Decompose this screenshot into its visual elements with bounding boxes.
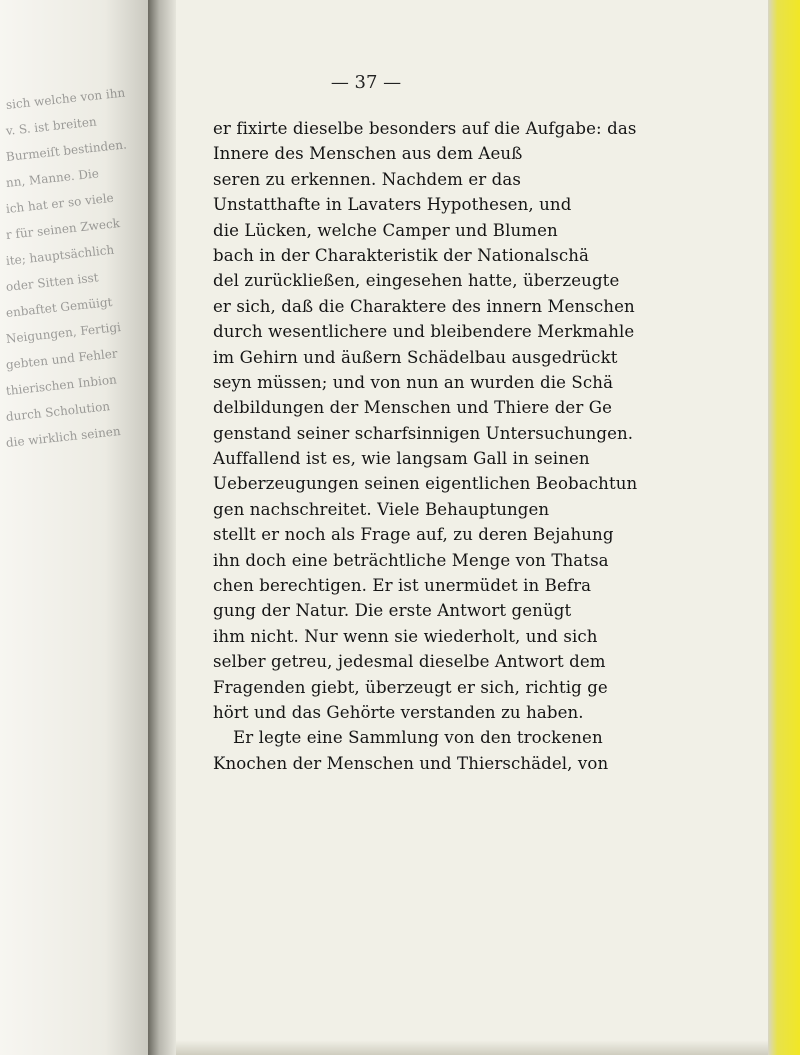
text-line: seyn müssen; und von nun an wurden die Schä: [213, 372, 614, 392]
facing-page-line: ite; hauptsächlich: [5, 242, 115, 268]
facing-page-line: Burmeiſt bestinden.: [5, 137, 128, 164]
facing-page-line: oder Sitten isst: [5, 270, 100, 294]
text-line: durch wesentlichere und bleibendere Merkmahle: [213, 322, 635, 342]
facing-page: [0, 0, 150, 1055]
text-line: selber getreu, jedesmal dieselbe Antwort dem: [213, 652, 606, 672]
text-line: del zurückließen, eingesehen hatte, überzeugte: [213, 271, 620, 291]
facing-page-line: v. S. ist breiten: [5, 114, 98, 138]
facing-page-line: ich hat er so viele: [5, 190, 115, 216]
facing-page-line: gebten und Fehler: [5, 346, 119, 372]
page-number: — 37 —: [330, 72, 402, 93]
text-line: Er legte eine Sammlung von den trockenen: [233, 728, 603, 748]
facing-page-line: durch Scholution: [5, 399, 111, 424]
text-line: ihm nicht. Nur wenn sie wiederholt, und sich: [213, 626, 598, 646]
body-text: [213, 116, 758, 776]
facing-page-line: r für seinen Zweck: [5, 216, 121, 242]
text-line: stellt er noch als Frage auf, zu deren Bejahung: [213, 525, 614, 545]
text-line: die Lücken, welche Camper und Blumen: [213, 220, 558, 240]
text-line: delbildungen der Menschen und Thiere der Ge: [213, 398, 613, 418]
page-edge: [768, 0, 800, 1055]
text-line: gung der Natur. Die erste Antwort genügt: [213, 601, 572, 621]
text-line: chen berechtigen. Er ist unermüdet in Befra: [213, 576, 592, 596]
text-line: bach in der Charakteristik der Nationalschä: [213, 245, 589, 265]
facing-page-line: die wirklich seinen: [5, 424, 122, 450]
text-line: Ueberzeugungen seinen eigentlichen Beobachtun: [213, 474, 638, 494]
text-line: Fragenden giebt, überzeugt er sich, richtig ge: [213, 677, 608, 697]
text-line: im Gehirn und äußern Schädelbau ausgedrückt: [213, 347, 618, 367]
text-line: genstand seiner scharfsinnigen Untersuchungen.: [213, 423, 634, 443]
text-line: ihn doch eine beträchtliche Menge von Thatsa: [213, 550, 609, 570]
text-line: Auffallend ist es, wie langsam Gall in seinen: [213, 449, 590, 469]
text-line: gen nachschreitet. Viele Behauptungen: [213, 499, 550, 519]
book-gutter: [148, 0, 176, 1055]
text-line: Unstatthafte in Lavaters Hypothesen, und: [213, 195, 572, 215]
page-bottom-edge: [176, 1040, 768, 1055]
facing-page-line: nn, Manne. Die: [5, 166, 100, 190]
text-line: hört und das Gehörte verstanden zu haben.: [213, 702, 584, 722]
facing-page-line: enbaftet Gemüigt: [5, 294, 113, 320]
text-line: er fixirte dieselbe besonders auf die Aufgabe: das: [213, 119, 637, 138]
text-line: Knochen der Menschen und Thierschädel, von: [213, 753, 609, 773]
text-line: seren zu erkennen. Nachdem er das: [213, 169, 522, 189]
text-line: Innere des Menschen aus dem Aeuß: [213, 144, 523, 164]
facing-page-line: sich welche von ihn: [5, 85, 126, 112]
text-line: er sich, daß die Charaktere des innern Menschen: [213, 296, 635, 316]
facing-page-line: thierischen Inbion: [5, 372, 118, 398]
facing-page-line: Neigungen, Fertigi: [5, 319, 122, 346]
